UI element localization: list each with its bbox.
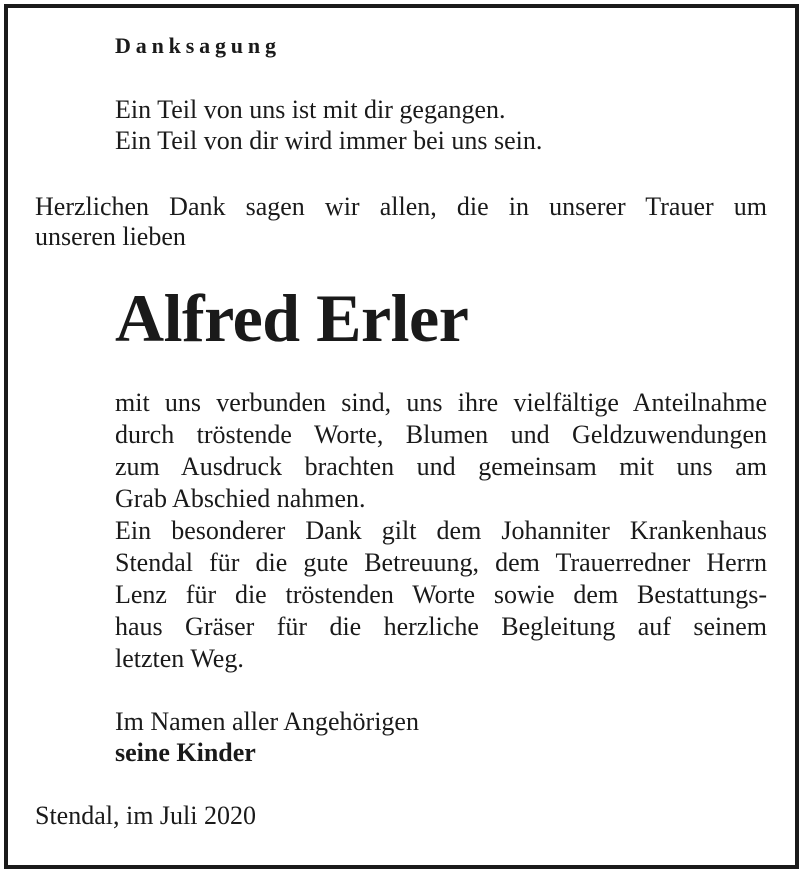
body-line: letzten Weg.	[115, 644, 244, 673]
signoff-line: Im Namen aller Angehörigen	[115, 707, 419, 736]
body-line: Lenz für die tröstenden Worte sowie dem Bestattungs-	[115, 580, 767, 609]
thanks-line-2: unseren lieben	[35, 222, 186, 251]
signoff	[115, 706, 419, 768]
deceased-name: Alfred Erler	[115, 280, 469, 356]
notice-heading: Danksagung	[115, 33, 281, 58]
body-line: Stendal für die gute Betreuung, dem Trauerredner Herrn	[115, 548, 767, 577]
signoff-signature: seine Kinder	[115, 738, 256, 767]
place-date: Stendal, im Juli 2020	[35, 801, 256, 830]
body-line: mit uns verbunden sind, uns ihre vielfältige Anteilnahme	[115, 388, 767, 417]
memorial-quote	[115, 94, 542, 156]
thanks-line-1: Herzlichen Dank sagen wir allen, die in unserer Trauer um	[35, 192, 767, 221]
body-line: durch tröstende Worte, Blumen und Geldzuwendungen	[115, 420, 767, 449]
quote-line-2: Ein Teil von dir wird immer bei uns sein.	[115, 126, 543, 155]
body-line: zum Ausdruck brachten und gemeinsam mit uns am	[115, 452, 767, 481]
quote-line-1: Ein Teil von uns ist mit dir gegangen.	[115, 95, 506, 124]
thanks-body	[115, 387, 767, 675]
body-line: haus Gräser für die herzliche Begleitung auf seinem	[115, 612, 767, 641]
body-line: Ein besonderer Dank gilt dem Johanniter Krankenhaus	[115, 516, 767, 545]
thanks-intro	[35, 192, 767, 252]
body-line: Grab Abschied nahmen.	[115, 484, 366, 513]
